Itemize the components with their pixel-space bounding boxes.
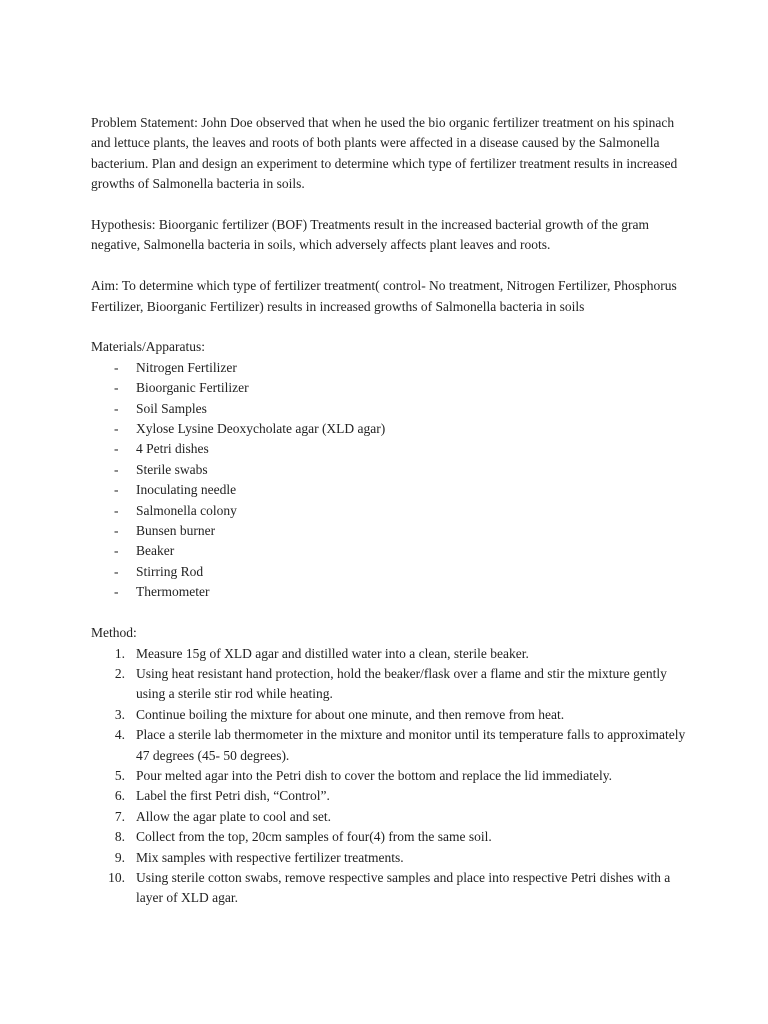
list-item-text: Inoculating needle (136, 482, 237, 498)
dash-marker: - (114, 359, 119, 375)
list-item-text: Thermometer (136, 584, 210, 600)
list-item-text: Stirring Rod (136, 563, 204, 579)
spacer (91, 256, 691, 276)
list-item (91, 848, 691, 868)
list-item (91, 807, 691, 827)
spacer (91, 317, 691, 337)
step-number: 7. (114, 808, 125, 824)
list-item (91, 766, 691, 786)
list-item-text: Bioorganic Fertilizer (136, 380, 249, 396)
dash-marker: - (114, 502, 119, 518)
list-item-text: Soil Samples (136, 400, 207, 416)
list-item-text: Sterile swabs (136, 461, 208, 477)
list-item (91, 521, 691, 541)
dash-marker: - (114, 421, 119, 437)
list-item (91, 480, 691, 500)
step-text: Collect from the top, 20cm samples of four(4) from the same soil. (136, 829, 492, 845)
list-item-text: Beaker (136, 543, 175, 559)
step-text: Continue boiling the mixture for about one minute, and then remove from heat. (136, 706, 565, 722)
list-item-text: Nitrogen Fertilizer (136, 359, 237, 375)
step-number: 6. (114, 788, 125, 804)
step-number: 8. (114, 829, 125, 845)
step-text: Allow the agar plate to cool and set. (136, 808, 331, 824)
step-number: 4. (114, 727, 125, 743)
dash-marker: - (114, 584, 119, 600)
dash-marker: - (114, 400, 119, 416)
step-text: Using heat resistant hand protection, hold the beaker/flask over a flame and stir the mixture gently using a sterile stir rod while heating. (136, 665, 667, 702)
step-number: 9. (114, 849, 125, 865)
dash-marker: - (114, 543, 119, 559)
step-text: Mix samples with respective fertilizer treatments. (136, 849, 404, 865)
aim: Aim: To determine which type of fertilizer treatment( control- No treatment, Nitrogen Fertilizer, Phosphorus Fertilizer, Bioorganic Fertilizer) results in increased growths of Salmonella bacteria in soils (91, 278, 677, 314)
step-text: Pour melted agar into the Petri dish to cover the bottom and replace the lid immediately. (136, 767, 612, 783)
dash-marker: - (114, 380, 119, 396)
step-number: 1. (114, 645, 125, 661)
step-text: Place a sterile lab thermometer in the mixture and monitor until its temperature falls to approximately 47 degrees (45- 50 degrees). (136, 727, 686, 763)
step-text: Label the first Petri dish, “Control”. (136, 788, 330, 804)
list-item-text: Salmonella colony (136, 502, 237, 518)
step-number: 5. (114, 767, 125, 783)
dash-marker: - (114, 441, 119, 457)
list-item (91, 786, 691, 806)
list-item (91, 644, 691, 664)
dash-marker: - (114, 482, 119, 498)
dash-marker: - (114, 563, 119, 579)
list-item (91, 439, 691, 459)
list-item-text: Bunsen burner (136, 523, 216, 539)
list-item (91, 378, 691, 398)
list-item (91, 582, 691, 602)
list-item (91, 562, 691, 582)
list-item (91, 399, 691, 419)
step-number: 3. (114, 706, 125, 722)
list-item (91, 725, 691, 766)
list-item (91, 460, 691, 480)
list-item (91, 358, 691, 378)
list-item (91, 501, 691, 521)
hypothesis: Hypothesis: Bioorganic fertilizer (BOF) Treatments result in the increased bacterial growth of the gram negative, Salmonella bacteria in soils, which adversely affects plant leaves and roots. (91, 217, 649, 253)
list-item-text: Xylose Lysine Deoxycholate agar (XLD agar) (136, 421, 386, 437)
method-steps-list (91, 644, 691, 909)
list-item (91, 827, 691, 847)
step-text: Using sterile cotton swabs, remove respective samples and place into respective Petri dishes with a layer of XLD agar. (136, 869, 671, 906)
method-heading: Method: (91, 625, 137, 641)
document-page (91, 113, 691, 909)
step-number: 2. (114, 665, 125, 681)
step-text: Measure 15g of XLD agar and distilled water into a clean, sterile beaker. (136, 645, 529, 661)
step-number: 10. (108, 869, 125, 885)
list-item (91, 541, 691, 561)
problem-statement: Problem Statement: John Doe observed that when he used the bio organic fertilizer treatment on his spinach and lettuce plants, the leaves and roots of both plants were affected in a disease caused by the Salmonella bacterium. Plan and design an experiment to determine which type of fertilizer treatment results in increased growths of Salmonella bacteria in soils. (91, 115, 678, 192)
list-item (91, 419, 691, 439)
list-item (91, 664, 691, 705)
list-item (91, 868, 691, 909)
list-item-text: 4 Petri dishes (136, 441, 209, 457)
materials-heading: Materials/Apparatus: (91, 339, 205, 355)
materials-list (91, 358, 691, 603)
dash-marker: - (114, 523, 119, 539)
dash-marker: - (114, 461, 119, 477)
list-item (91, 705, 691, 725)
spacer (91, 603, 691, 623)
spacer (91, 195, 691, 215)
